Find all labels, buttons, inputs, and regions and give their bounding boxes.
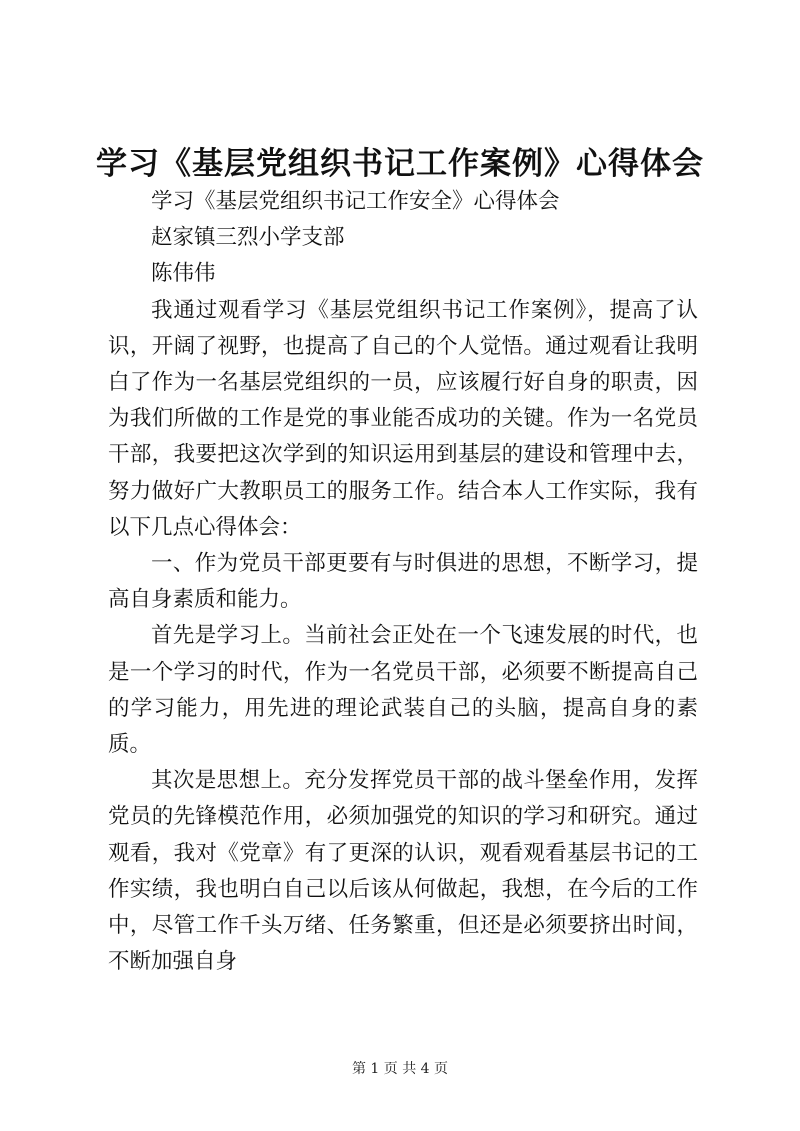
- thought-paragraph: 其次是思想上。充分发挥党员干部的战斗堡垒作用，发挥党员的先锋模范作用，必须加强党的知识的学习和研究。通过观看，我对《党章》有了更深的认识，观看观看基层书记的工作实绩，我也明白自己以后该从何做起，我想，在今后的工作中，尽管工作千头万绪、任务繁重，但还是必须要挤出时间，不断加强自身: [108, 768, 698, 975]
- study-paragraph: 首先是学习上。当前社会正处在一个飞速发展的时代，也是一个学习的时代，作为一名党员干部，必须要不断提高自己的学习能力，用先进的理论武装自己的头脑，提高自身的素质。: [108, 623, 698, 758]
- document-title: 学习《基层党组织书记工作案例》心得体会: [96, 146, 704, 182]
- author-paragraph: 陈伟伟: [151, 261, 216, 287]
- intro-paragraph: 我通过观看学习《基层党组织书记工作案例》，提高了认识，开阔了视野，也提高了自己的个人觉悟。通过观看让我明白了作为一名基层党组织的一员，应该履行好自身的职责，因为我们所做的工作是党的事业能否成功的关键。作为一名党员干部，我要把这次学到的知识运用到基层的建设和管理中去，努力做好广大教职员工的服务工作。结合本人工作实际，我有以下几点心得体会：: [108, 297, 698, 540]
- point-one-paragraph: 一、作为党员干部更要有与时俱进的思想，不断学习，提高自身素质和能力。: [108, 551, 698, 613]
- page-footer: 第 1 页 共 4 页: [351, 1061, 449, 1077]
- document-body: [108, 184, 698, 980]
- subtitle-paragraph: 学习《基层党组织书记工作安全》心得体会: [151, 189, 560, 214]
- organization-paragraph: 赵家镇三烈小学支部: [151, 225, 345, 251]
